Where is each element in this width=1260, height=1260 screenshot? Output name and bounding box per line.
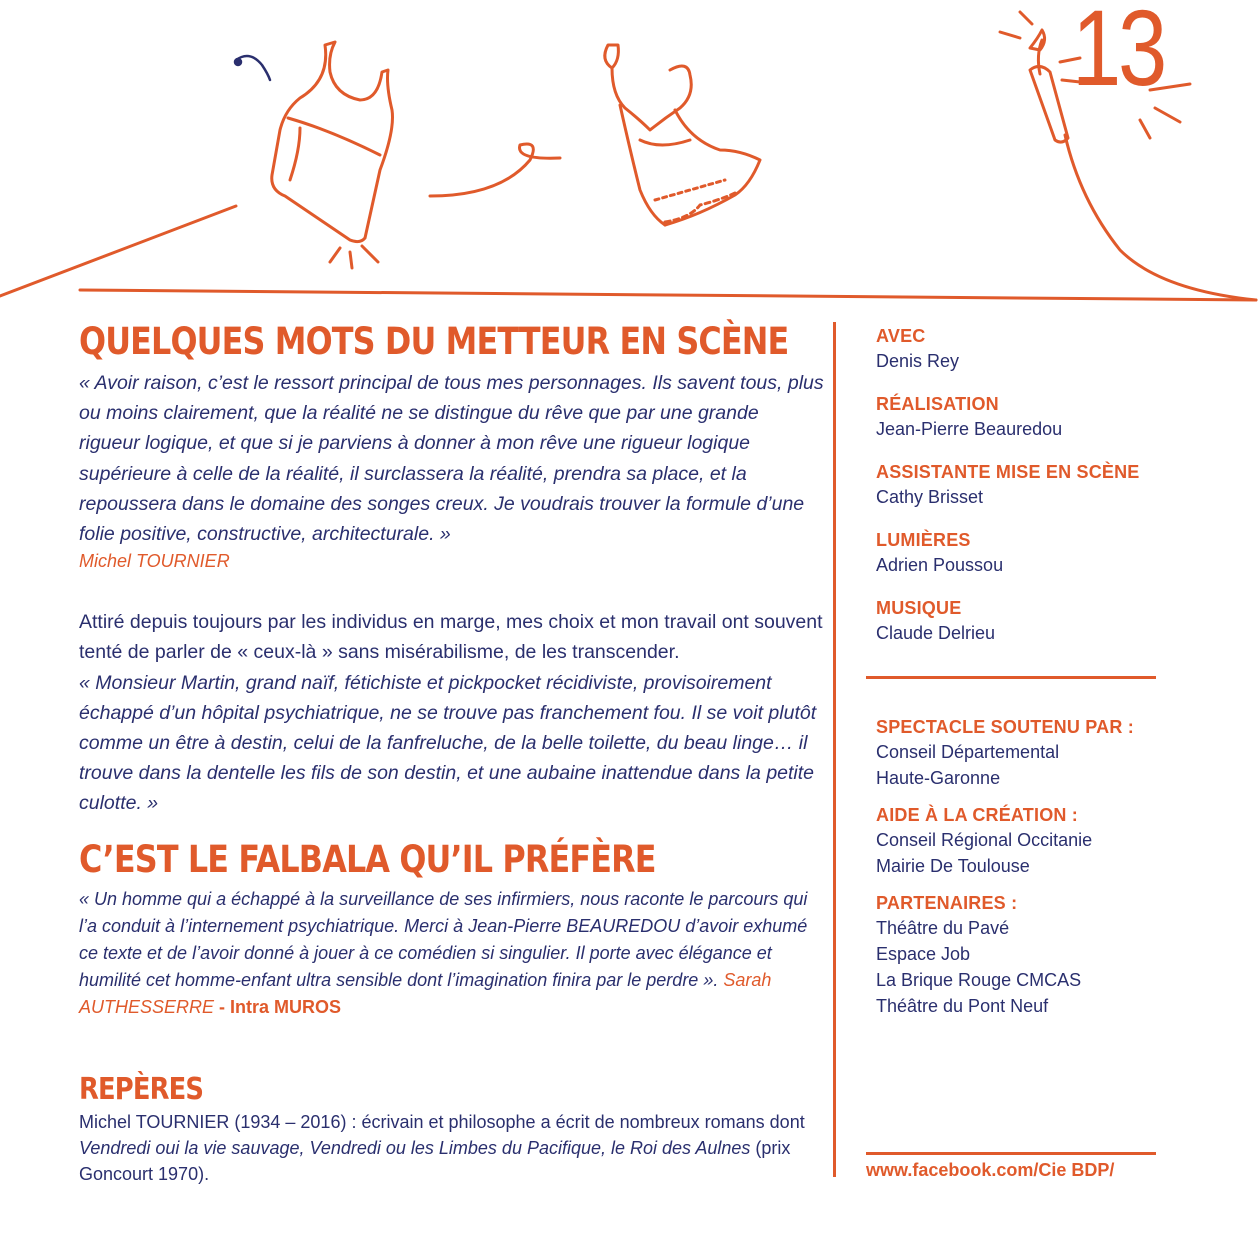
section-title: QUELQUES MOTS DU METTEUR EN SCÈNE [79,320,789,363]
page-number: 13 [1072,0,1164,108]
support-value: Théâtre du Pont Neuf [876,996,1049,1016]
reperes-text-start: Michel TOURNIER (1934 – 2016) : écrivain et philosophe a écrit de nombreux romans dont [79,1112,805,1132]
review-text: « Un homme qui a échappé à la surveillance de ses infirmiers, nous raconte le parcours qui l’a conduit à l’internement psychiatrique. Merci à Jean-Pierre BEAUREDOU d’avoir exhumé ce texte et de l’avoir donné à jouer à ce comédien si singulier. Il porte avec élégance et humilité cet homme-enfant ultra sensible dont l’imagination finira par le perdre ». [79,889,808,990]
credit-label: ASSISTANTE MISE EN SCÈNE [876,462,1140,482]
credit-value: Claude Delrieu [876,623,996,643]
header-illustration [0,0,1260,310]
reperes-book-titles: Vendredi oui la vie sauvage, Vendredi ou les Limbes du Pacifique, le Roi des Aulnes [79,1138,751,1158]
support-value: Mairie De Toulouse [876,856,1030,876]
credit-item [876,528,1176,578]
column-divider [833,322,836,1177]
review-separator: - [214,997,231,1017]
support-label: AIDE À LA CRÉATION : [876,805,1078,825]
support-item [876,891,1176,1019]
support-value: Haute-Garonne [876,768,1001,788]
support-list [876,715,1176,1019]
credit-value: Cathy Brisset [876,487,984,507]
credit-value: Adrien Poussou [876,555,1004,575]
facebook-link[interactable]: www.facebook.com/Cie BDP/ [866,1160,1115,1180]
review-quote [79,886,824,1021]
credit-item [876,324,1176,374]
header-rule [80,290,1256,300]
credit-item [876,596,1176,646]
section-director-notes [79,322,824,819]
credit-value: Denis Rey [876,351,960,371]
support-value: La Brique Rouge CMCAS [876,970,1082,990]
support-value: Théâtre du Pavé [876,918,1010,938]
support-value: Conseil Régional Occitanie [876,830,1093,850]
character-quote: « Monsieur Martin, grand naïf, fétichiste et pickpocket récidiviste, provisoirement échappé d’un hôpital psychiatrique, ne se trouve pas franchement fou. Il se voit plutôt comme un être à destin, celui de la fanfreluche, de la belle toilette, du beau linge… il trouve dans la dentelle les fils de son destin, et une aubaine inattendue dans la petite culotte. » [79,671,817,815]
support-label: PARTENAIRES : [876,893,1018,913]
sidebar-bottom-divider [866,1152,1156,1155]
section-title: C’EST LE FALBALA QU’IL PRÉFÈRE [79,838,656,881]
support-item [876,715,1176,791]
credit-label: AVEC [876,326,926,346]
credit-item [876,392,1176,442]
sidebar-divider [866,676,1156,679]
credit-label: MUSIQUE [876,598,962,618]
credit-item [876,460,1176,510]
section-reperes [79,1073,824,1187]
clothesline-right [1065,135,1256,300]
support-label: SPECTACLE SOUTENU PAR : [876,717,1134,737]
director-quote: « Avoir raison, c’est le ressort principal de tous mes personnages. Ils savent tous, plus ou moins clairement, que la réalité ne se distingue du rêve que par une grande rigueur logique, et que si je parviens à donner à mon rêve une rigueur logique supérieure à celle de la réalité, il surclassera la réalité, prendra sa place, et la repoussera dans le domaine des songes creux. Je voudrais trouver la formule d’une folie positive, constructive, architecturale. » [79,372,824,546]
section-title: REPÈRES [79,1072,204,1107]
quote-author: Michel TOURNIER [79,551,230,572]
reperes-text-end: (prix Goncourt 1970). [79,1138,791,1184]
support-item [876,803,1176,879]
clothesline-middle [430,144,560,196]
review-source: Intra MUROS [230,997,342,1017]
credits-list [876,324,1176,646]
reperes-text [79,1109,824,1187]
credit-value: Jean-Pierre Beauredou [876,419,1063,439]
review-author: Sarah AUTHESSERRE [79,970,772,1017]
director-paragraph: Attiré depuis toujours par les individus en marge, mes choix et mon travail ont souvent tenté de parler de « ceux-là » sans misérabilisme, de les transcender. [79,611,823,664]
camisole-illustration [272,42,393,268]
support-value: Espace Job [876,944,971,964]
clothesline-left [0,206,236,296]
credit-label: LUMIÈRES [876,530,971,550]
support-value: Conseil Départemental [876,742,1060,762]
lace-nightgown-illustration [605,45,760,225]
section-review [79,840,824,1021]
credit-label: RÉALISATION [876,394,999,414]
